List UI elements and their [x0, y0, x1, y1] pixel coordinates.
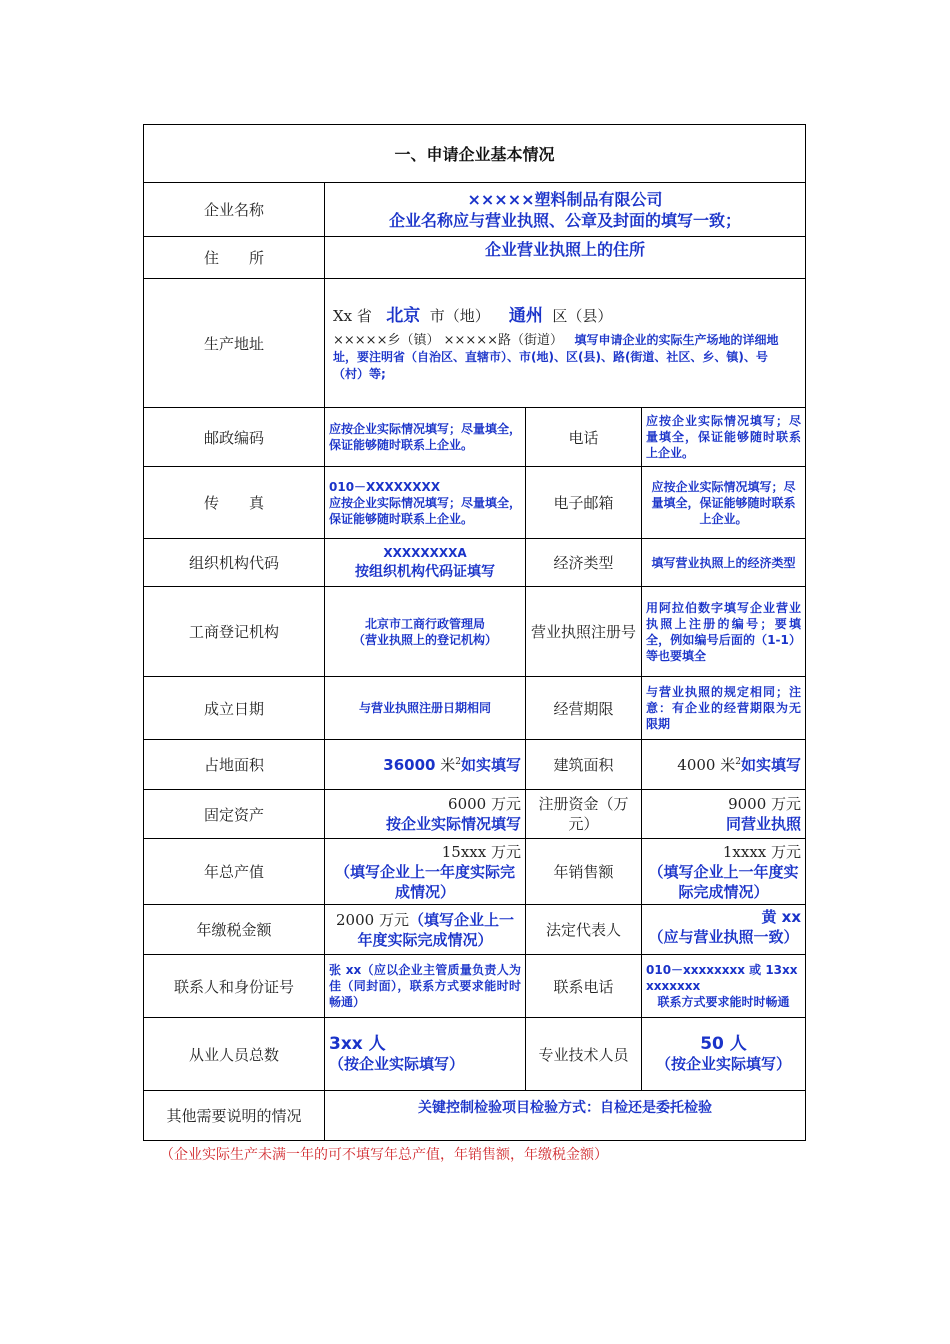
annual-sales-amount: 1xxxx 万元 — [722, 842, 802, 861]
contact-phone-label: 联系电话 — [526, 955, 642, 1018]
address-note: 填写申请企业的实际生产场地的详细地址，要注明省（自治区、直辖市）、市(地)、区(县)、路(街道、社区、乡、镇)、号（村）等; — [333, 332, 779, 381]
land-area-number: 36000 — [383, 756, 436, 774]
est-date-value: 与营业执照注册日期相同 — [325, 677, 526, 740]
reg-capital-amount: 9000 万元 — [728, 795, 802, 813]
build-area-value — [642, 740, 806, 790]
enterprise-info-table — [143, 124, 806, 1141]
postal-code-value: 应按企业实际情况填写；尽量填全，保证能够随时联系上企业。 — [325, 408, 526, 467]
tech-staff-count: 50 人 — [700, 1034, 747, 1054]
org-code-note: 按组织机构代码证填写 — [355, 563, 495, 580]
fixed-assets-value — [325, 790, 526, 839]
contact-phone-number: 010－xxxxxxxx 或 13xx xxxxxxx — [646, 963, 798, 993]
build-area-sup: 2 — [735, 757, 741, 767]
land-area-note: 如实填写 — [460, 756, 521, 774]
fax-value — [325, 467, 526, 539]
footnote: （企业实际生产未满一年的可不填写年总产值，年销售额，年缴税金额） — [160, 1147, 608, 1163]
production-address-value — [325, 279, 806, 408]
annual-output-amount: 15xxx 万元 — [441, 842, 521, 861]
build-area-unit: 米 — [715, 756, 736, 774]
email-label: 电子邮箱 — [526, 467, 642, 539]
land-area-sup: 2 — [455, 757, 461, 767]
postal-code-label: 邮政编码 — [144, 408, 325, 467]
annual-tax-value — [325, 905, 526, 955]
build-area-label: 建筑面积 — [526, 740, 642, 790]
reg-capital-value — [642, 790, 806, 839]
annual-output-value — [325, 839, 526, 905]
district-suffix: 区（县） — [552, 306, 613, 325]
province-text: Xx 省 — [333, 306, 372, 325]
land-area-value — [325, 740, 526, 790]
fax-note: 应按企业实际情况填写；尽量填全，保证能够随时联系上企业。 — [329, 495, 522, 526]
address-value: 企业营业执照上的住所 — [325, 237, 806, 279]
org-code-number: XXXXXXXXA — [383, 545, 467, 560]
staff-total-value — [325, 1018, 526, 1091]
section-title: 一、申请企业基本情况 — [144, 125, 806, 183]
production-address-detail — [333, 332, 797, 383]
fax-label: 传 真 — [144, 467, 325, 539]
legal-rep-value — [642, 905, 806, 955]
land-area-label: 占地面积 — [144, 740, 325, 790]
annual-output-label: 年总产值 — [144, 839, 325, 905]
contact-phone-note: 联系方式要求能时时畅通 — [657, 995, 790, 1009]
tech-staff-value — [642, 1018, 806, 1091]
other-label: 其他需要说明的情况 — [144, 1091, 325, 1141]
annual-sales-value — [642, 839, 806, 905]
tech-staff-note: （按企业实际填写） — [656, 1055, 792, 1073]
company-name-line2: 企业名称应与营业执照、公章及封面的填写一致； — [389, 210, 742, 230]
company-name-value — [325, 183, 806, 237]
production-address-region — [333, 304, 797, 328]
legal-rep-note: （应与营业执照一致） — [648, 928, 799, 946]
license-no-label: 营业执照注册号 — [526, 587, 642, 677]
annual-tax-note: （填写企业上一年度实际完成情况） — [357, 910, 514, 949]
phone-value: 应按企业实际情况填写；尽量填全，保证能够随时联系上企业。 — [642, 408, 806, 467]
op-period-value: 与营业执照的规定相同；注意：有企业的经营期限为无限期 — [642, 677, 806, 740]
annual-tax-label: 年缴税金额 — [144, 905, 325, 955]
est-date-label: 成立日期 — [144, 677, 325, 740]
annual-sales-note: （填写企业上一年度实际完成情况） — [648, 862, 799, 901]
license-no-value: 用阿拉伯数字填写企业营业执照上注册的编号；要填全，例如编号后面的（1-1）等也要填全 — [642, 587, 806, 677]
production-address-label: 生产地址 — [144, 279, 325, 408]
staff-total-label: 从业人员总数 — [144, 1018, 325, 1091]
tech-staff-label: 专业技术人员 — [526, 1018, 642, 1091]
city-suffix: 市（地） — [429, 306, 490, 325]
reg-authority-label: 工商登记机构 — [144, 587, 325, 677]
legal-rep-name: 黄 xx — [761, 908, 802, 926]
other-value: 关键控制检验项目检验方式：自检还是委托检验 — [325, 1091, 806, 1141]
reg-authority-name: 北京市工商行政管理局 — [364, 616, 485, 631]
contact-person-value: 张 xx（应以企业主管质量负责人为佳（同封面），联系方式要求能时时畅通） — [325, 955, 526, 1018]
op-period-label: 经营期限 — [526, 677, 642, 740]
build-area-note: 如实填写 — [741, 756, 802, 774]
legal-rep-label: 法定代表人 — [526, 905, 642, 955]
reg-authority-value — [325, 587, 526, 677]
annual-output-note: （填写企业上一年度实际完成情况） — [334, 862, 515, 901]
fixed-assets-note: 按企业实际情况填写 — [385, 815, 521, 833]
fixed-assets-label: 固定资产 — [144, 790, 325, 839]
build-area-number: 4000 — [677, 756, 716, 774]
org-code-label: 组织机构代码 — [144, 539, 325, 587]
company-name-label: 企业名称 — [144, 183, 325, 237]
econ-type-value: 填写营业执照上的经济类型 — [642, 539, 806, 587]
district-value: 通州 — [508, 305, 543, 326]
company-name-line1: ×××××塑料制品有限公司 — [467, 189, 663, 209]
contact-phone-value — [642, 955, 806, 1018]
street-text: ×××××乡（镇） ×××××路（街道） — [333, 332, 564, 348]
org-code-value — [325, 539, 526, 587]
econ-type-label: 经济类型 — [526, 539, 642, 587]
staff-total-count: 3xx 人 — [329, 1034, 386, 1054]
reg-capital-label: 注册资金（万元） — [526, 790, 642, 839]
city-value: 北京 — [386, 305, 421, 326]
email-value: 应按企业实际情况填写；尽量填全，保证能够随时联系上企业。 — [642, 467, 806, 539]
fax-number: 010－XXXXXXXX — [329, 479, 441, 494]
fixed-assets-amount: 6000 万元 — [448, 795, 521, 813]
staff-total-note: （按企业实际填写） — [329, 1055, 465, 1073]
annual-tax-amount: 2000 万元 — [336, 910, 409, 929]
annual-sales-label: 年销售额 — [526, 839, 642, 905]
land-area-unit: 米 — [435, 756, 456, 774]
address-label: 住 所 — [144, 237, 325, 279]
reg-capital-note: 同营业执照 — [726, 815, 802, 833]
phone-label: 电话 — [526, 408, 642, 467]
reg-authority-note: （营业执照上的登记机构） — [352, 632, 497, 647]
contact-person-label: 联系人和身份证号 — [144, 955, 325, 1018]
